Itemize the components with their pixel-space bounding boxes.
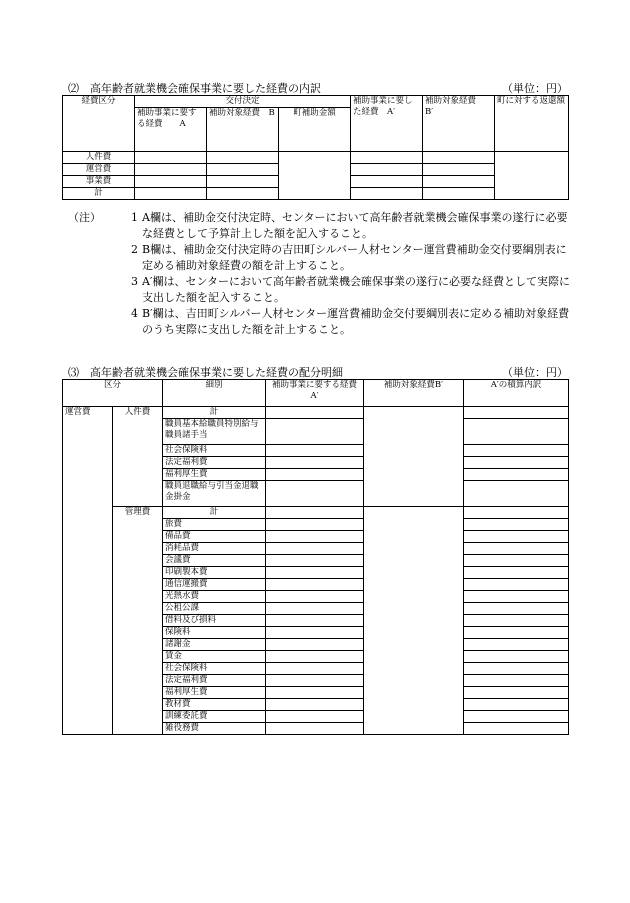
item-label: 通信運搬費 <box>163 579 266 591</box>
cell <box>464 675 569 687</box>
cell <box>266 591 364 603</box>
subgroup-label: 人件費 <box>113 407 163 507</box>
header-col-a-prime: 補助事業に要する経費A′ <box>266 380 364 407</box>
notes-label: （注） <box>68 211 101 224</box>
cell <box>266 699 364 711</box>
cell <box>464 555 569 567</box>
note-number: 2 <box>131 243 138 256</box>
cell <box>266 651 364 663</box>
expense-breakdown-table <box>62 95 569 200</box>
cell-chou-merged <box>279 152 351 200</box>
cell <box>266 567 364 579</box>
cell <box>207 188 279 200</box>
header-col-b-prime: 補助対象経費B′ <box>364 380 464 407</box>
cell <box>266 663 364 675</box>
cell <box>464 469 569 481</box>
section3-heading <box>68 364 568 380</box>
subgroup-label: 管理費 <box>113 507 163 735</box>
cell-b-prime-merged <box>364 407 464 507</box>
header-uchiwake: A′の積算内訳 <box>464 380 569 407</box>
section2-heading <box>68 80 568 96</box>
cell <box>464 531 569 543</box>
item-label: 備品費 <box>163 531 266 543</box>
item-label: 雑役務費 <box>163 723 266 735</box>
item-label: 保険料 <box>163 627 266 639</box>
cell <box>351 164 423 176</box>
cell <box>464 481 569 507</box>
item-label: 社会保険料 <box>163 663 266 675</box>
note-number: 4 <box>131 307 138 320</box>
row-label: 事業費 <box>63 176 135 188</box>
cell <box>464 627 569 639</box>
item-label: 福利厚生費 <box>163 687 266 699</box>
header-col-a: 補助事業に要する経費 A <box>135 108 207 152</box>
note-item <box>68 210 573 242</box>
item-label: 借料及び損料 <box>163 615 266 627</box>
section3-title: ⑶ 高年齢者就業機会確保事業に要した経費の配分明細 <box>68 366 343 379</box>
cell-b-prime-merged <box>364 507 464 735</box>
cell <box>423 152 495 164</box>
header-kubun: 経費区分 <box>63 96 135 152</box>
item-label: 諸謝金 <box>163 639 266 651</box>
header-koufu: 交付決定 <box>135 96 351 108</box>
cell <box>464 419 569 445</box>
item-label: 賃金 <box>163 651 266 663</box>
item-label: 職員退職給与引当金退職金掛金 <box>163 481 266 507</box>
section3-unit: （単位：円） <box>502 366 568 379</box>
cell <box>464 603 569 615</box>
group-label: 運営費 <box>63 407 113 735</box>
expense-allocation-table <box>62 379 569 735</box>
cell <box>464 615 569 627</box>
cell-henkan-merged <box>495 152 569 200</box>
item-label: 印刷製本費 <box>163 567 266 579</box>
note-item <box>68 242 573 274</box>
cell <box>266 639 364 651</box>
cell <box>464 543 569 555</box>
cell <box>135 164 207 176</box>
cell <box>266 579 364 591</box>
cell <box>266 555 364 567</box>
note-text: B′欄は、吉田町シルバー人材センター運営費補助金交付要綱別表に定める補助対象経費のうち実際に支出した額を計上すること。 <box>142 307 570 336</box>
cell <box>207 152 279 164</box>
header-henkan: 町に対する返還額 <box>495 96 569 152</box>
header-saimoku: 細別 <box>163 380 266 407</box>
cell <box>266 627 364 639</box>
cell <box>464 639 569 651</box>
cell <box>135 176 207 188</box>
item-label: 社会保険料 <box>163 445 266 457</box>
row-label: 計 <box>63 188 135 200</box>
header-col-a-prime: 補助事業に要した経費 A′ <box>351 96 423 152</box>
note-number: 1 <box>131 211 138 224</box>
note-item <box>68 274 573 306</box>
section2-title: ⑵ 高年齢者就業機会確保事業に要した経費の内訳 <box>68 82 321 95</box>
note-number: 3 <box>131 275 138 288</box>
item-label: 法定福利費 <box>163 675 266 687</box>
cell <box>423 188 495 200</box>
row-label: 人件費 <box>63 152 135 164</box>
item-label: 消耗品費 <box>163 543 266 555</box>
cell <box>464 567 569 579</box>
item-label: 公租公課 <box>163 603 266 615</box>
cell <box>464 457 569 469</box>
note-text: B欄は、補助金交付決定時の吉田町シルバー人材センター運営費補助金交付要綱別表に定める補助対象経費の額を計上すること。 <box>142 243 567 272</box>
cell <box>266 615 364 627</box>
cell <box>464 591 569 603</box>
cell <box>423 176 495 188</box>
item-label: 法定福利費 <box>163 457 266 469</box>
cell <box>266 687 364 699</box>
item-label: 福利厚生費 <box>163 469 266 481</box>
cell <box>266 675 364 687</box>
cell <box>464 579 569 591</box>
item-label: 旅費 <box>163 519 266 531</box>
header-chou: 町補助金額 <box>279 108 351 152</box>
cell <box>351 152 423 164</box>
cell <box>266 711 364 723</box>
item-label: 訓練委託費 <box>163 711 266 723</box>
cell <box>351 188 423 200</box>
note-text: A欄は、補助金交付決定時、センターにおいて高年齢者就業機会確保事業の遂行に必要な経費として予算計上した額を記入すること。 <box>142 211 568 240</box>
cell <box>266 469 364 481</box>
cell <box>207 176 279 188</box>
cell <box>464 519 569 531</box>
cell <box>464 663 569 675</box>
header-col-b: 補助対象経費 B <box>207 108 279 152</box>
cell <box>464 699 569 711</box>
cell <box>464 407 569 419</box>
cell <box>464 711 569 723</box>
cell <box>464 723 569 735</box>
cell <box>464 507 569 519</box>
item-label: 会議費 <box>163 555 266 567</box>
cell <box>266 445 364 457</box>
row-label: 運営費 <box>63 164 135 176</box>
cell <box>266 723 364 735</box>
cell <box>266 457 364 469</box>
total-label: 計 <box>163 407 266 419</box>
cell <box>464 445 569 457</box>
cell <box>266 519 364 531</box>
total-label: 計 <box>163 507 266 519</box>
notes <box>68 210 573 338</box>
cell <box>266 603 364 615</box>
note-item <box>68 306 573 338</box>
cell <box>266 507 364 519</box>
cell <box>135 188 207 200</box>
item-label: 職員基本給職員特別給与職員諸手当 <box>163 419 266 445</box>
cell <box>266 481 364 507</box>
cell <box>423 164 495 176</box>
cell <box>351 176 423 188</box>
header-col-b-prime: 補助対象経費 B′ <box>423 96 495 152</box>
cell <box>135 152 207 164</box>
item-label: 光熱水費 <box>163 591 266 603</box>
cell <box>464 687 569 699</box>
cell <box>266 419 364 445</box>
cell <box>266 543 364 555</box>
cell <box>464 651 569 663</box>
cell <box>207 164 279 176</box>
header-kubun: 区分 <box>63 380 163 407</box>
cell <box>266 531 364 543</box>
note-text: A′欄は、センターにおいて高年齢者就業機会確保事業の遂行に必要な経費として実際に支出した額を記入すること。 <box>142 275 570 304</box>
cell <box>266 407 364 419</box>
item-label: 教材費 <box>163 699 266 711</box>
section2-unit: （単位：円） <box>502 82 568 95</box>
